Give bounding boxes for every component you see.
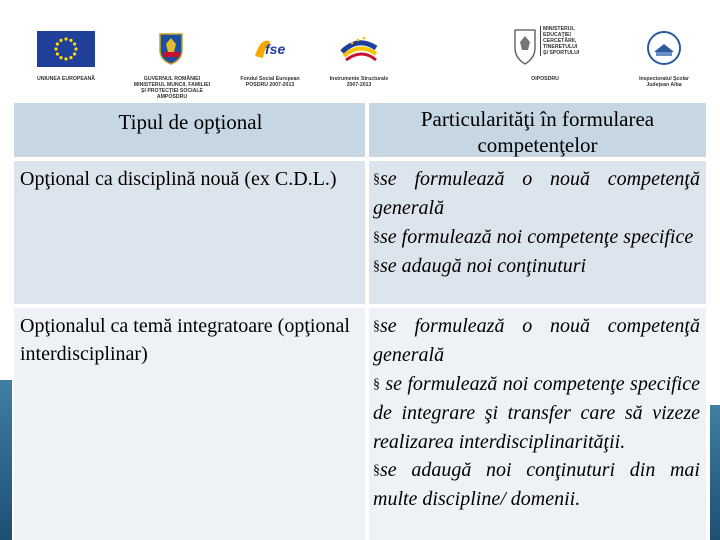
structural-instruments-logo-icon xyxy=(338,30,380,66)
ministry-line-2: EDUCAŢIEI xyxy=(543,32,571,38)
list-item xyxy=(373,252,700,281)
coat-of-arms-icon xyxy=(157,30,185,66)
ministry-line-1: MINISTERUL xyxy=(543,26,575,32)
fse-caption-2: POSDRU 2007-2013 xyxy=(245,82,295,88)
list-item xyxy=(373,312,700,370)
optional-types-table xyxy=(14,103,706,540)
logos-bar xyxy=(0,0,720,100)
ministry-line-3: CERCETĂRII, xyxy=(543,38,577,44)
header-cell-particularities xyxy=(369,103,706,159)
fse-logo-icon xyxy=(251,32,289,62)
list-item xyxy=(373,370,700,456)
bullet-icon: § xyxy=(373,259,380,275)
point-text: se formulează o nouă competenţă generală xyxy=(373,168,700,220)
decorative-stripe-right xyxy=(710,405,720,540)
ministry-crest-icon xyxy=(510,24,540,68)
row-2-type: Opţionalul ca temă integratoare (opţional interdisciplinar) xyxy=(20,315,350,365)
instr-caption-1: Instrumente Structurale xyxy=(329,76,389,82)
point-text: se adaugă noi conţinuturi din mai multe discipline/ domenii. xyxy=(373,459,700,511)
table-row-1-type-cell xyxy=(14,161,367,306)
row-1-type: Opţional ca disciplină nouă (ex C.D.L.) xyxy=(20,168,337,190)
row-1-points xyxy=(373,165,700,282)
isj-alba-logo-icon xyxy=(645,30,683,66)
eu-caption: UNIUNEA EUROPEANĂ xyxy=(36,76,96,82)
header-particularities-label: Particularităţi în formularea competenţelor xyxy=(420,107,655,157)
isj-caption-2: Judeţean Alba xyxy=(646,82,682,88)
ministry-logo xyxy=(510,24,580,68)
point-text: se adaugă noi conţinuturi xyxy=(380,255,587,278)
point-text: se formulează noi competenţe specifice xyxy=(380,225,694,248)
bullet-icon: § xyxy=(373,229,380,245)
header-cell-type xyxy=(14,103,367,159)
row-2-points xyxy=(373,312,700,514)
ministry-line-4: TINERETULUI xyxy=(543,44,578,50)
point-text: se formulează noi competenţe specifice de integrare şi transfer care să vizeze realizarea interdisciplinarităţii. xyxy=(373,372,700,453)
isj-caption-1: Inspectoratul Şcolar xyxy=(639,76,689,82)
oiposdru-caption: OIPOSDRU xyxy=(531,76,559,82)
point-text: se formulează o nouă competenţă generală xyxy=(373,315,700,367)
table-row-2-type-cell xyxy=(14,308,367,540)
gov-caption-1: GUVERNUL ROMÂNIEI xyxy=(143,76,201,82)
header-type-label: Tipul de opţional xyxy=(118,110,263,134)
list-item xyxy=(373,223,700,252)
bullet-icon: § xyxy=(373,319,380,334)
svg-text:fse: fse xyxy=(265,41,286,57)
eu-flag-icon xyxy=(37,31,95,67)
table-row-1-points-cell xyxy=(369,161,706,306)
gov-caption-3: ŞI PROTECŢIEI SOCIALE xyxy=(141,88,203,94)
gov-caption-4: AMPOSDRU xyxy=(156,94,188,100)
gov-caption-2: MINISTERUL MUNCII, FAMILIEI xyxy=(133,82,211,88)
table-row-2-points-cell xyxy=(369,308,706,540)
ministry-line-5: ŞI SPORTULUI xyxy=(543,50,580,56)
list-item xyxy=(373,456,700,514)
list-item xyxy=(373,165,700,223)
fse-caption-1: Fondul Social European xyxy=(240,76,300,82)
bullet-icon: § xyxy=(373,172,380,187)
bullet-icon: § xyxy=(373,463,380,479)
decorative-stripe-left xyxy=(0,380,12,540)
instr-caption-2: 2007-2013 xyxy=(346,82,372,88)
bullet-icon: § xyxy=(373,376,380,392)
